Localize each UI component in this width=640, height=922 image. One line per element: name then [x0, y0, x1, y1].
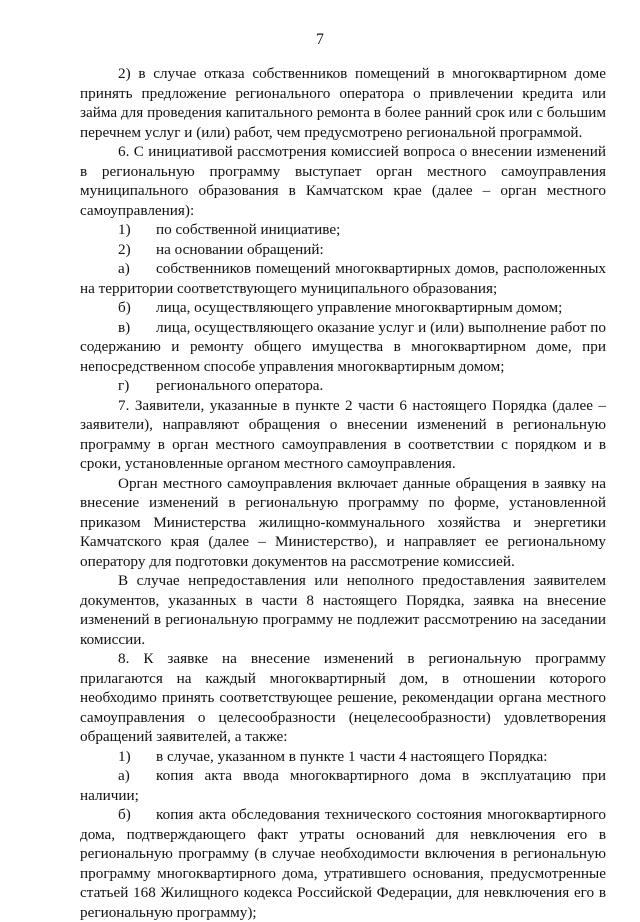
paragraph: 8. К заявке на внесение изменений в региональную программу прилагаются на каждый многоквартирный дом, в отношении которого необходимо принять соответствующее решение, рекомендации органа местного самоуправления о целесообразности (нецелесообразности) удовлетворения обращений заявителей, а также:: [80, 650, 606, 745]
list-item-text: копия акта обследования технического состояния многоквартирного дома, подтверждающего факт утраты оснований для невключения его в региональную программу (в случае необходимости включения в региональную программу многоквартирного дома, утратившего основания, предусмотренные статьей 168 Жилищного кодекса Российской Федерации, для невключения его в региональную программу);: [80, 806, 606, 921]
paragraph: В случае непредоставления или неполного предоставления заявителем документов, указанных в части 8 настоящего Порядка, заявка на внесение изменений в региональную программу не подлежит рассмотрению на заседании комиссии.: [80, 572, 606, 648]
paragraph: 7. Заявители, указанные в пункте 2 части 6 настоящего Порядка (далее – заявители), направляют обращения о внесении изменений в региональную программу в орган местного самоуправления в соответствии с порядком и в сроки, установленные органом местного самоуправления.: [80, 396, 606, 472]
paragraph: 6. С инициативой рассмотрения комиссией вопроса о внесении изменений в региональную программу выступает орган местного самоуправления муниципального образования в Камчатском крае (далее – орган местного самоуправления):: [80, 143, 606, 219]
list-item-text: лица, осуществляющего управление многоквартирным домом;: [156, 299, 563, 316]
list-marker: 1): [118, 747, 131, 765]
list-item: [80, 747, 606, 767]
list-item: [80, 240, 606, 260]
list-marker: г): [118, 377, 130, 394]
list-marker: б): [118, 806, 131, 823]
document-body: [80, 64, 606, 922]
paragraph: 2) в случае отказа собственников помещений в многоквартирном доме принять предложение регионального оператора о привлечении кредита или займа для проведения капитального ремонта в более ранний срок или с большим перечнем услуг и (или) работ, чем предусмотрено региональной программой.: [80, 65, 606, 141]
list-item-text: регионального оператора.: [156, 377, 324, 394]
list-marker: а): [118, 260, 130, 277]
list-item: [80, 805, 606, 922]
paragraph: Орган местного самоуправления включает данные обращения в заявку на внесение изменений в региональную программу по форме, установленной приказом Министерства жилищно-коммунального хозяйства и энергетики Камчатского края (далее – Министерство), и направляет ее региональному оператору для подготовки документов на рассмотрение комиссией.: [80, 474, 606, 570]
list-item-text: в случае, указанном в пункте 1 части 4 настоящего Порядка:: [156, 747, 548, 765]
list-item-text: лица, осуществляющего оказание услуг и (или) выполнение работ по содержанию и ремонту общего имущества в многоквартирном доме, при непосредственном способе управления многоквартирным домом;: [80, 318, 606, 375]
list-item-text: по собственной инициативе;: [156, 221, 341, 238]
list-item-text: собственников помещений многоквартирных домов, расположенных на территории соответствующего муниципального образования;: [80, 260, 606, 297]
list-item: [80, 259, 606, 298]
list-item-text: копия акта ввода многоквартирного дома в эксплуатацию при наличии;: [80, 767, 606, 804]
list-marker: б): [118, 299, 131, 316]
list-item-text: на основании обращений:: [156, 240, 324, 258]
list-marker: 2): [118, 240, 131, 258]
list-marker: а): [118, 767, 130, 784]
list-item: [80, 766, 606, 805]
list-item: [80, 220, 606, 240]
list-item: [80, 318, 606, 377]
list-marker: 1): [118, 221, 131, 238]
list-marker: в): [118, 318, 131, 336]
list-item: [80, 298, 606, 318]
list-item: [80, 376, 606, 396]
page-number: 7: [316, 31, 324, 48]
